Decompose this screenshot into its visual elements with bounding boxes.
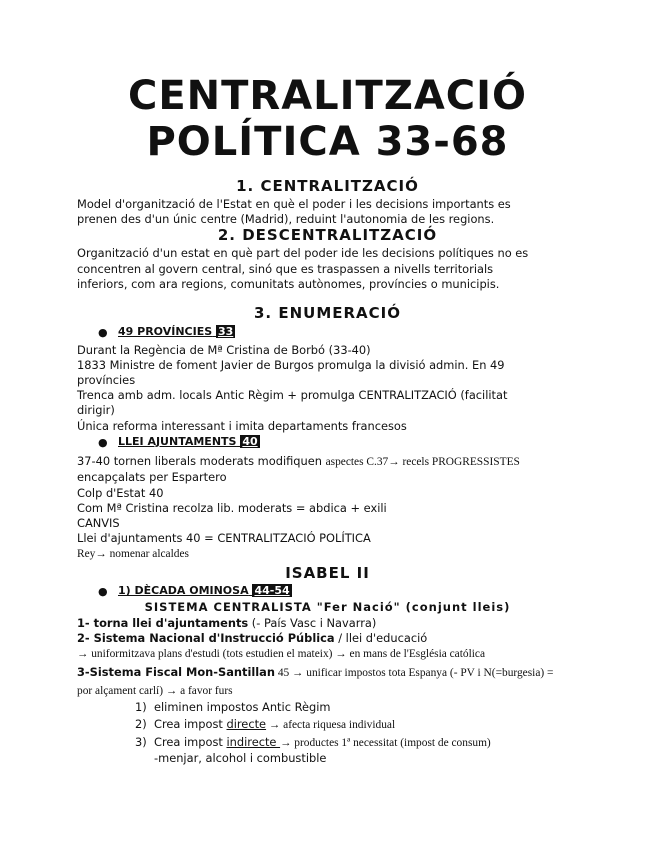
paragraph-line: Rey→ nomenar alcaldes (77, 548, 189, 560)
paragraph-line: Organització d'un estat en què part del poder ide les decisions polítiques no es (77, 246, 529, 260)
list-item: Crea impost directe → afecta riquesa individual (154, 717, 396, 731)
section-heading-enumeracio: 3. ENUMERACIÓ (253, 304, 401, 322)
page-title-line1: CENTRALITZACIÓ (127, 73, 528, 119)
bullet-icon: ● (98, 436, 108, 449)
bullet-label-llei-ajuntaments: LLEI AJUNTAMENTS 40 (118, 435, 258, 448)
paragraph-line: → uniformitzava plans d'estudi (tots estudien el mateix) → en mans de l'Església católica (77, 648, 486, 660)
paragraph-line: Trenca amb adm. locals Antic Règim + promulga CENTRALITZACIÓ (facilitat (77, 388, 508, 402)
list-item: Crea impost indirecte → productes 1ª necessitat (impost de consum) (154, 735, 491, 749)
bullet-label-decada-ominosa: 1) DÈCADA OMINOSA 44-54 (118, 584, 290, 597)
paragraph-line: 1833 Ministre de foment Javier de Burgos promulga la divisió admin. En 49 (77, 358, 505, 372)
section-heading-descentralitzacio: 2. DESCENTRALITZACIÓ (217, 226, 438, 244)
highlight-badge: 40 (242, 435, 258, 448)
paragraph-line: dirigir) (77, 403, 115, 417)
paragraph-line: 2- Sistema Nacional d'Instrucció Pública / llei d'educació (77, 631, 428, 645)
list-number: 2) (135, 717, 147, 731)
paragraph-line: Com Mª Cristina recolza lib. moderats = abdica + exili (77, 501, 387, 515)
highlight-badge: 44-54 (254, 584, 290, 597)
list-number: 1) (135, 700, 147, 714)
paragraph-line: CANVIS (77, 516, 120, 530)
paragraph-line: províncies (77, 373, 136, 387)
paragraph-line: concentren al govern central, sinó que es traspassen a nivells territorials (77, 262, 494, 276)
paragraph-line: Llei d'ajuntaments 40 = CENTRALITZACIÓ POLÍTICA (77, 531, 371, 545)
paragraph-line: Colp d'Estat 40 (77, 486, 164, 500)
bullet-icon: ● (98, 585, 108, 598)
section-heading-centralitzacio: 1. CENTRALITZACIÓ (236, 177, 419, 195)
paragraph-line: 3-Sistema Fiscal Mon-Santillan 45 → unificar impostos tota Espanya (- PV i N(=burgesia) = (77, 665, 554, 679)
paragraph-line: Durant la Regència de Mª Cristina de Borbó (33-40) (77, 343, 371, 357)
paragraph-line: por alçament carlí) → a favor furs (77, 685, 233, 697)
paragraph-line: 1- torna llei d'ajuntaments (- País Vasc i Navarra) (77, 616, 377, 630)
subheading-sistema-centralista: SISTEMA CENTRALISTA "Fer Nació" (conjunt lleis) (144, 600, 511, 614)
paragraph-line: Model d'organització de l'Estat en què el poder i les decisions importants es (77, 197, 511, 211)
paragraph-line: 37-40 tornen liberals moderats modifiquen aspectes C.37→ recels PROGRESSISTES (77, 454, 520, 468)
paragraph-line: inferiors, com ara regions, comunitats autònomes, províncies o municipis. (77, 277, 500, 291)
paragraph-line: encapçalats per Espartero (77, 470, 227, 484)
list-number: 3) (135, 735, 147, 749)
paragraph-line: Única reforma interessant i imita departaments francesos (77, 419, 407, 433)
bullet-label-provincies: 49 PROVÍNCIES 33 (118, 325, 234, 338)
section-heading-isabel-ii: ISABEL II (285, 564, 370, 582)
list-item-continuation: -menjar, alcohol i combustible (154, 751, 327, 765)
paragraph-line: prenen des d'un únic centre (Madrid), reduint l'autonomia de les regions. (77, 212, 495, 226)
bullet-icon: ● (98, 326, 108, 339)
list-item: eliminen impostos Antic Règim (154, 700, 331, 714)
page-title-line2: POLÍTICA 33-68 (146, 119, 509, 165)
highlight-badge: 33 (217, 325, 234, 338)
